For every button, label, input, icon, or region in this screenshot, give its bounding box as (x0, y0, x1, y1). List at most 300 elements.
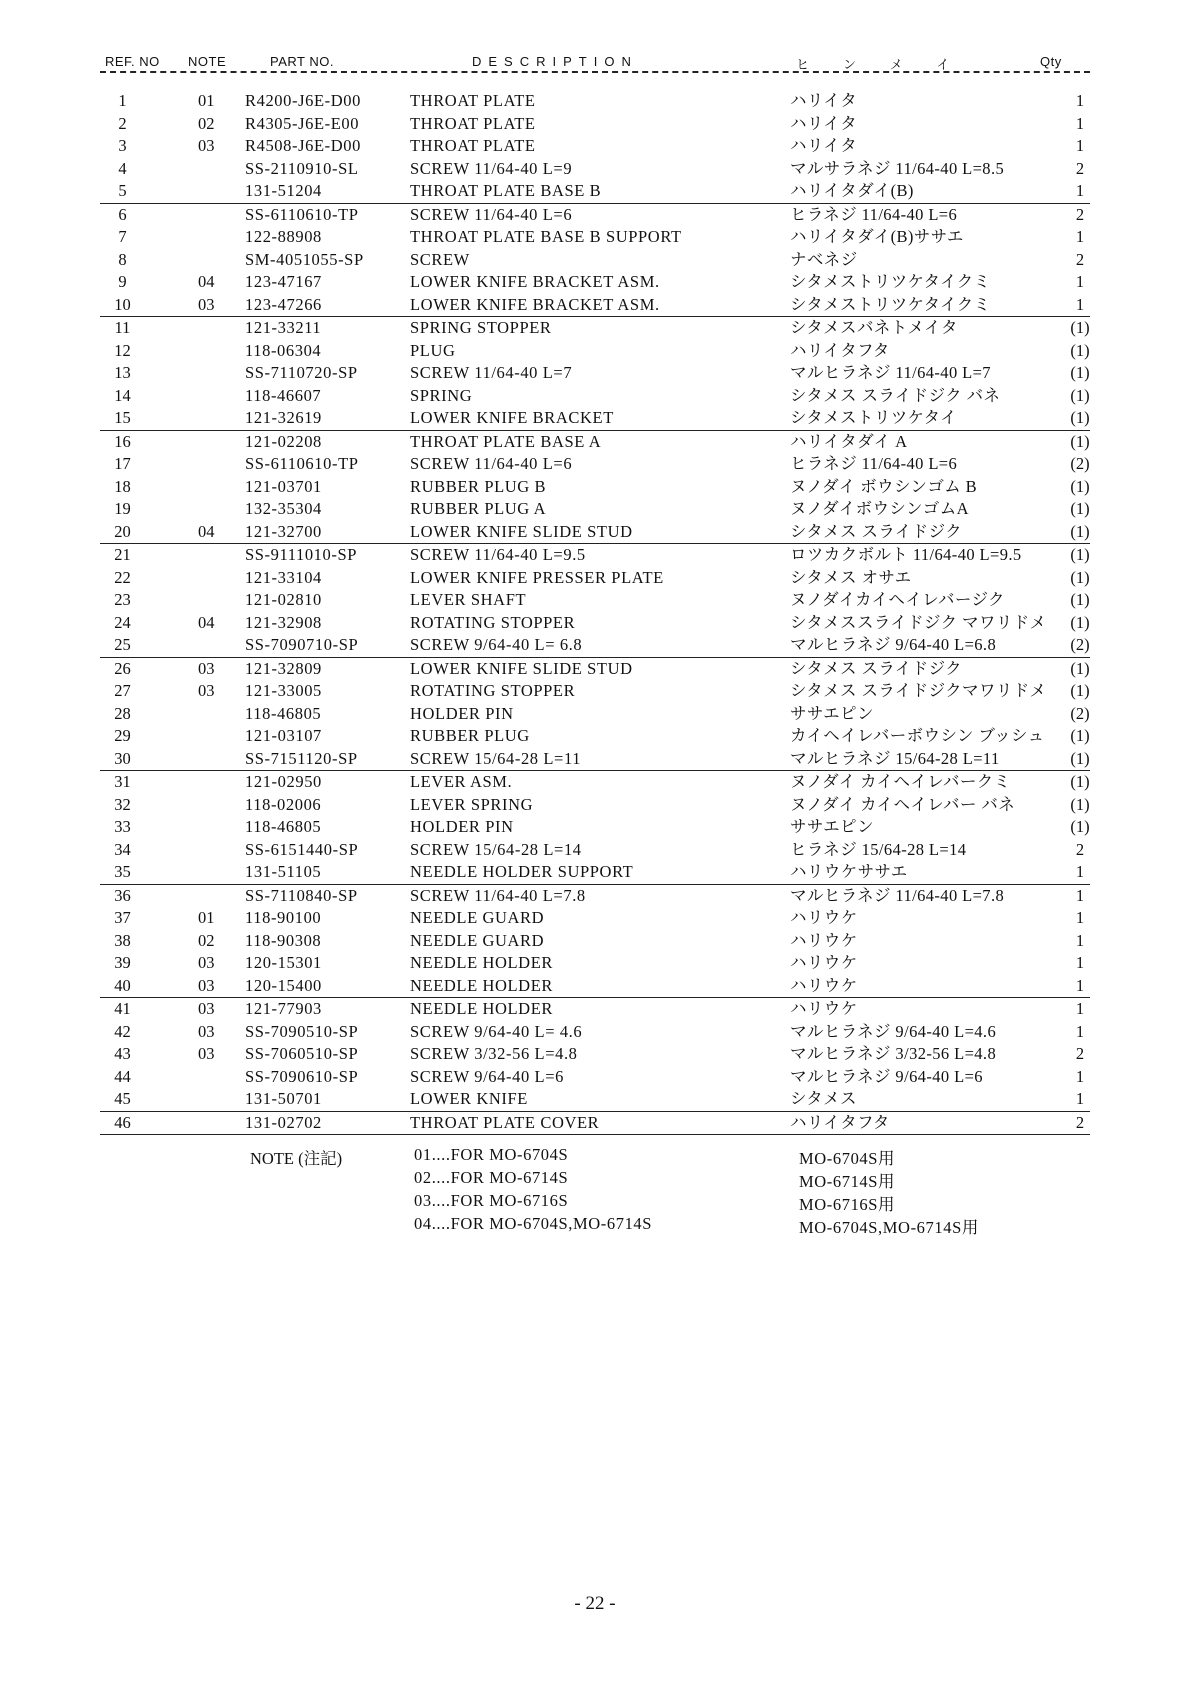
table-row (100, 634, 1090, 657)
hinmei-cell: ヌノダイ カイヘイレバークミ (790, 772, 1011, 791)
hinmei-cell: ヌノダイカイヘイレバージク (790, 590, 1005, 609)
note-cell: 04 (198, 612, 215, 632)
qty-cell: 1 (1075, 1089, 1085, 1108)
part-no-cell: 123-47167 (245, 272, 322, 291)
ref-no-cell: 25 (114, 635, 131, 654)
qty-cell: (1) (1070, 658, 1090, 678)
note-item-jp: MO-6704S,MO-6714S用 (799, 1218, 979, 1237)
part-no-cell: 131-50701 (245, 1089, 322, 1108)
ref-no-cell: 37 (114, 908, 131, 927)
hinmei-cell: ササエピン (790, 703, 874, 723)
hinmei-cell: マルヒラネジ 9/64-40 L=4.6 (790, 1021, 997, 1041)
note-item-jp: MO-6704S用 (799, 1149, 896, 1168)
qty-cell: (1) (1070, 521, 1090, 541)
qty-cell: (1) (1070, 794, 1090, 814)
qty-cell: (2) (1070, 454, 1090, 473)
table-row (100, 135, 1090, 158)
table-row (100, 839, 1090, 862)
ref-no-cell: 1 (118, 91, 127, 110)
qty-cell: 1 (1075, 885, 1085, 905)
qty-cell: 1 (1075, 1021, 1085, 1041)
note-cell: 04 (198, 272, 215, 291)
note-item-jp: MO-6714S用 (799, 1172, 896, 1191)
note-cell: 03 (198, 1044, 215, 1063)
description-cell: SCREW 9/64-40 L= 6.8 (410, 635, 583, 654)
ref-no-cell: 5 (118, 181, 127, 200)
hinmei-cell: シタメス スライドジク (790, 658, 963, 678)
description-cell: LOWER KNIFE SLIDE STUD (410, 658, 633, 678)
table-row (100, 294, 1090, 317)
hinmei-cell: シタメススライドジク マワリドメ (790, 612, 1047, 632)
description-cell: HOLDER PIN (410, 817, 514, 836)
part-no-cell: R4200-J6E-D00 (245, 91, 361, 110)
description-cell: SCREW 9/64-40 L=6 (410, 1066, 564, 1086)
description-cell: SPRING STOPPER (410, 318, 552, 337)
description-cell: THROAT PLATE BASE B SUPPORT (410, 227, 682, 246)
description-cell: SCREW 11/64-40 L=7 (410, 363, 573, 382)
table-row (100, 158, 1090, 181)
part-no-cell: SS-7110720-SP (245, 363, 358, 382)
note-cell: 03 (198, 975, 215, 995)
table-row (100, 1111, 1090, 1136)
qty-cell: 1 (1075, 1066, 1085, 1086)
table-header (100, 50, 1090, 74)
ref-no-cell: 42 (114, 1021, 131, 1041)
qty-cell: 2 (1075, 158, 1085, 178)
hinmei-cell: ヌノダイ カイヘイレバー バネ (790, 794, 1016, 814)
description-cell: SCREW 15/64-28 L=14 (410, 839, 582, 859)
ref-no-cell: 19 (114, 499, 131, 518)
ref-no-cell: 10 (114, 294, 131, 314)
table-row (100, 90, 1090, 113)
description-cell: NEEDLE HOLDER (410, 999, 553, 1018)
part-no-cell: 131-51204 (245, 181, 322, 200)
description-cell: ROTATING STOPPER (410, 612, 576, 632)
table-row (100, 1066, 1090, 1089)
description-cell: SCREW 9/64-40 L= 4.6 (410, 1021, 583, 1041)
ref-no-cell: 7 (118, 227, 127, 246)
description-cell: HOLDER PIN (410, 703, 514, 723)
description-cell: LOWER KNIFE BRACKET ASM. (410, 294, 660, 314)
part-no-cell: 118-46607 (245, 385, 322, 405)
hinmei-cell: シタメス スライドジク (790, 521, 963, 541)
ref-no-cell: 4 (118, 158, 127, 178)
hinmei-cell: ロツカクボルト 11/64-40 L=9.5 (790, 545, 1022, 564)
qty-cell: 1 (1075, 113, 1085, 133)
header-part-no: PART NO. (270, 54, 334, 69)
qty-cell: (1) (1070, 748, 1090, 768)
hinmei-cell: ハリイタダイ(B) (790, 181, 914, 200)
ref-no-cell: 20 (114, 521, 131, 541)
table-row (100, 543, 1090, 567)
part-no-cell: 118-02006 (245, 794, 322, 814)
part-no-cell: 118-46805 (245, 703, 322, 723)
qty-cell: (1) (1070, 385, 1090, 405)
header-ref-no: REF. NO (105, 54, 160, 69)
part-no-cell: 118-90100 (245, 908, 322, 927)
description-cell: LOWER KNIFE BRACKET (410, 408, 614, 427)
qty-cell: (1) (1070, 726, 1090, 745)
note-item-en: 04....FOR MO-6704S,MO-6714S (414, 1214, 653, 1233)
description-cell: ROTATING STOPPER (410, 681, 576, 700)
part-no-cell: 118-90308 (245, 930, 322, 950)
ref-no-cell: 8 (118, 249, 127, 269)
part-no-cell: 121-02950 (245, 772, 322, 791)
hinmei-cell: マルヒラネジ 11/64-40 L=7.8 (790, 885, 1005, 905)
hinmei-cell: ヌノダイ ボウシンゴム B (790, 476, 978, 496)
description-cell: NEEDLE HOLDER (410, 953, 553, 972)
parts-table (100, 90, 1090, 1135)
note-cell: 03 (198, 681, 215, 700)
hinmei-cell: ハリウケ (790, 908, 858, 927)
hinmei-cell: ハリイタ (790, 113, 858, 133)
part-no-cell: 121-33005 (245, 681, 322, 700)
qty-cell: (1) (1070, 431, 1090, 451)
hinmei-cell: ヒラネジ 11/64-40 L=6 (790, 204, 958, 224)
note-cell: 03 (198, 136, 215, 155)
part-no-cell: 131-02702 (245, 1112, 322, 1132)
table-row (100, 997, 1090, 1021)
hinmei-cell: マルヒラネジ 15/64-28 L=11 (790, 748, 1000, 768)
part-no-cell: SS-6110610-TP (245, 204, 359, 224)
part-no-cell: 118-46805 (245, 817, 322, 836)
note-item-en: 03....FOR MO-6716S (414, 1191, 569, 1210)
ref-no-cell: 17 (114, 454, 131, 473)
header-description: DESCRIPTION (472, 54, 638, 69)
note-cell: 03 (198, 294, 215, 314)
note-cell: 02 (198, 930, 215, 950)
table-row (100, 498, 1090, 521)
hinmei-cell: シタメス (790, 1089, 857, 1108)
part-no-cell: 120-15400 (245, 975, 322, 995)
hinmei-cell: マルヒラネジ 9/64-40 L=6 (790, 1066, 983, 1086)
hinmei-cell: マルヒラネジ 3/32-56 L=4.8 (790, 1044, 997, 1063)
ref-no-cell: 30 (114, 748, 131, 768)
qty-cell: (1) (1070, 476, 1090, 496)
ref-no-cell: 45 (114, 1089, 131, 1108)
qty-cell: 2 (1075, 1044, 1085, 1063)
hinmei-cell: シタメストリツケタイ (790, 408, 958, 427)
hinmei-cell: シタメス オサエ (790, 567, 912, 587)
ref-no-cell: 3 (118, 136, 127, 155)
hinmei-cell: ハリイタ (790, 136, 858, 155)
hinmei-cell: ササエピン (790, 817, 874, 836)
table-row (100, 113, 1090, 136)
part-no-cell: 121-32908 (245, 612, 322, 632)
part-no-cell: 121-03701 (245, 476, 322, 496)
table-row (100, 567, 1090, 590)
hinmei-cell: ハリイタフタ (790, 340, 890, 360)
table-row (100, 362, 1090, 385)
table-row (100, 657, 1090, 681)
description-cell: SCREW 11/64-40 L=6 (410, 204, 573, 224)
table-row (100, 1088, 1090, 1111)
table-row (100, 770, 1090, 794)
header-note: NOTE (188, 54, 227, 69)
qty-cell: 1 (1075, 181, 1085, 200)
description-cell: SPRING (410, 385, 473, 405)
table-row (100, 794, 1090, 817)
note-cell: 04 (198, 521, 215, 541)
table-row (100, 930, 1090, 953)
qty-cell: (1) (1070, 545, 1090, 564)
ref-no-cell: 46 (114, 1112, 131, 1132)
description-cell: LOWER KNIFE SLIDE STUD (410, 521, 633, 541)
qty-cell: 2 (1075, 249, 1085, 269)
part-no-cell: SS-7090710-SP (245, 635, 359, 654)
hinmei-cell: シタメストリツケタイクミ (790, 294, 991, 314)
qty-cell: 1 (1075, 294, 1085, 314)
hinmei-cell: ナベネジ (790, 249, 858, 269)
part-no-cell: SS-7090510-SP (245, 1021, 359, 1041)
table-row (100, 703, 1090, 726)
note-item-jp: MO-6716S用 (799, 1195, 896, 1214)
note-cell: 03 (198, 999, 215, 1018)
qty-cell: (2) (1070, 703, 1090, 723)
description-cell: LOWER KNIFE BRACKET ASM. (410, 272, 660, 291)
table-row (100, 612, 1090, 635)
description-cell: RUBBER PLUG B (410, 476, 547, 496)
hinmei-cell: シタメス スライドジク バネ (790, 385, 1001, 405)
table-row (100, 816, 1090, 839)
description-cell: SCREW 11/64-40 L=6 (410, 454, 573, 473)
description-cell: NEEDLE GUARD (410, 930, 545, 950)
ref-no-cell: 33 (114, 817, 131, 836)
qty-cell: 1 (1075, 908, 1085, 927)
ref-no-cell: 32 (114, 794, 131, 814)
part-no-cell: SS-7090610-SP (245, 1066, 359, 1086)
note-item-en: 01....FOR MO-6704S (414, 1145, 569, 1164)
part-no-cell: 121-03107 (245, 726, 322, 745)
table-row (100, 884, 1090, 908)
description-cell: PLUG (410, 340, 456, 360)
part-no-cell: SS-6151440-SP (245, 839, 359, 859)
part-no-cell: 121-77903 (245, 999, 322, 1018)
qty-cell: 1 (1075, 930, 1085, 950)
table-row (100, 316, 1090, 340)
qty-cell: (1) (1070, 340, 1090, 360)
ref-no-cell: 28 (114, 703, 131, 723)
part-no-cell: 118-06304 (245, 340, 322, 360)
hinmei-cell: ハリイタダイ A (790, 431, 908, 451)
hinmei-cell: シタメス スライドジクマワリドメ (790, 681, 1047, 700)
description-cell: LOWER KNIFE (410, 1089, 528, 1108)
hinmei-cell: ヒラネジ 15/64-28 L=14 (790, 839, 967, 859)
table-row (100, 430, 1090, 454)
description-cell: THROAT PLATE (410, 113, 536, 133)
hinmei-cell: ヒラネジ 11/64-40 L=6 (790, 454, 958, 473)
table-row (100, 249, 1090, 272)
part-no-cell: 123-47266 (245, 294, 322, 314)
part-no-cell: SS-7110840-SP (245, 885, 358, 905)
table-row (100, 226, 1090, 249)
ref-no-cell: 35 (114, 862, 131, 881)
hinmei-cell: シタメストリツケタイクミ (790, 272, 991, 291)
description-cell: THROAT PLATE BASE A (410, 431, 602, 451)
ref-no-cell: 24 (114, 612, 131, 632)
hinmei-cell: ヌノダイボウシンゴムA (790, 499, 969, 518)
qty-cell: 1 (1075, 862, 1085, 881)
qty-cell: (1) (1070, 363, 1090, 382)
qty-cell: 1 (1075, 975, 1085, 995)
ref-no-cell: 23 (114, 590, 131, 609)
ref-no-cell: 18 (114, 476, 131, 496)
qty-cell: 1 (1075, 999, 1085, 1018)
note-item (414, 1145, 896, 1168)
description-cell: NEEDLE HOLDER SUPPORT (410, 862, 634, 881)
description-cell: SCREW 11/64-40 L=9.5 (410, 545, 586, 564)
ref-no-cell: 26 (114, 658, 131, 678)
header-hinmei: ヒンメイ (796, 57, 984, 72)
table-row (100, 907, 1090, 930)
description-cell: LEVER ASM. (410, 772, 513, 791)
table-row (100, 407, 1090, 430)
qty-cell: (1) (1070, 499, 1090, 518)
part-no-cell: 121-33104 (245, 567, 322, 587)
note-cell: 03 (198, 953, 215, 972)
ref-no-cell: 16 (114, 431, 131, 451)
ref-no-cell: 40 (114, 975, 131, 995)
part-no-cell: SS-7060510-SP (245, 1044, 359, 1063)
table-row (100, 589, 1090, 612)
qty-cell: (1) (1070, 567, 1090, 587)
part-no-cell: 121-33211 (245, 318, 322, 337)
table-row (100, 521, 1090, 544)
table-row (100, 680, 1090, 703)
note-cell: 01 (198, 91, 215, 110)
page-number: - 22 - (574, 1593, 616, 1614)
hinmei-cell: ハリウケ (790, 930, 858, 950)
table-row (100, 1021, 1090, 1044)
description-cell: LOWER KNIFE PRESSER PLATE (410, 567, 664, 587)
ref-no-cell: 31 (114, 772, 131, 791)
qty-cell: (2) (1070, 635, 1090, 654)
table-row (100, 203, 1090, 227)
note-cell: 02 (198, 113, 215, 133)
hinmei-cell: マルヒラネジ 9/64-40 L=6.8 (790, 635, 997, 654)
description-cell: THROAT PLATE COVER (410, 1112, 600, 1132)
qty-cell: 2 (1075, 839, 1085, 859)
ref-no-cell: 2 (118, 113, 127, 133)
ref-no-cell: 22 (114, 567, 131, 587)
table-row (100, 340, 1090, 363)
hinmei-cell: ハリイタダイ(B)ササエ (790, 227, 964, 246)
table-row (100, 952, 1090, 975)
header-qty: Qty (1040, 54, 1062, 69)
ref-no-cell: 15 (114, 408, 131, 427)
note-cell: 03 (198, 658, 215, 678)
qty-cell: (1) (1070, 681, 1090, 700)
part-no-cell: 121-02810 (245, 590, 322, 609)
part-no-cell: SS-9111010-SP (245, 545, 358, 564)
qty-cell: (1) (1070, 318, 1090, 337)
ref-no-cell: 29 (114, 726, 131, 745)
qty-cell: 1 (1075, 953, 1085, 972)
note-item (414, 1191, 896, 1214)
qty-cell: 1 (1075, 272, 1085, 291)
qty-cell: 1 (1075, 91, 1085, 110)
header-divider (100, 71, 1090, 73)
qty-cell: 2 (1075, 204, 1085, 224)
table-row (100, 453, 1090, 476)
hinmei-cell: マルサラネジ 11/64-40 L=8.5 (790, 158, 1005, 178)
description-cell: LEVER SHAFT (410, 590, 527, 609)
description-cell: THROAT PLATE (410, 136, 536, 155)
qty-cell: 1 (1075, 227, 1085, 246)
part-no-cell: SS-7151120-SP (245, 748, 358, 768)
note-cell: 03 (198, 1021, 215, 1041)
ref-no-cell: 6 (118, 204, 127, 224)
ref-no-cell: 43 (114, 1044, 131, 1063)
part-no-cell: 122-88908 (245, 227, 322, 246)
note-item (414, 1168, 896, 1191)
qty-cell: (1) (1070, 772, 1090, 791)
ref-no-cell: 21 (114, 545, 131, 564)
hinmei-cell: マルヒラネジ 11/64-40 L=7 (790, 363, 991, 382)
qty-cell: (1) (1070, 612, 1090, 632)
table-row (100, 975, 1090, 998)
ref-no-cell: 41 (114, 999, 131, 1018)
table-row (100, 725, 1090, 748)
part-no-cell: 121-32619 (245, 408, 322, 427)
description-cell: SCREW 11/64-40 L=9 (410, 158, 573, 178)
description-cell: RUBBER PLUG (410, 726, 530, 745)
description-cell: SCREW 3/32-56 L=4.8 (410, 1044, 578, 1063)
part-no-cell: 131-51105 (245, 862, 322, 881)
hinmei-cell: シタメスバネトメイタ (790, 318, 958, 337)
table-row (100, 748, 1090, 771)
hinmei-cell: ハリウケ (790, 953, 858, 972)
qty-cell: 1 (1075, 136, 1085, 155)
part-no-cell: R4508-J6E-D00 (245, 136, 361, 155)
table-row (100, 271, 1090, 294)
hinmei-cell: ハリウケ (790, 975, 858, 995)
table-row (100, 1043, 1090, 1066)
ref-no-cell: 44 (114, 1066, 131, 1086)
ref-no-cell: 9 (118, 272, 127, 291)
part-no-cell: 120-15301 (245, 953, 322, 972)
part-no-cell: 121-02208 (245, 431, 322, 451)
qty-cell: (1) (1070, 408, 1090, 427)
part-no-cell: SS-6110610-TP (245, 454, 359, 473)
ref-no-cell: 38 (114, 930, 131, 950)
table-row (100, 861, 1090, 884)
table-row (100, 385, 1090, 408)
description-cell: RUBBER PLUG A (410, 499, 547, 518)
note-item-en: 02....FOR MO-6714S (414, 1168, 569, 1187)
table-row (100, 180, 1090, 203)
ref-no-cell: 39 (114, 953, 131, 972)
description-cell: NEEDLE HOLDER (410, 975, 553, 995)
description-cell: SCREW (410, 249, 470, 269)
ref-no-cell: 14 (114, 385, 131, 405)
description-cell: THROAT PLATE BASE B (410, 181, 602, 200)
part-no-cell: 121-32700 (245, 521, 322, 541)
hinmei-cell: ハリイタ (790, 91, 858, 110)
hinmei-cell: ハリイタフタ (790, 1112, 890, 1132)
part-no-cell: SS-2110910-SL (245, 158, 359, 178)
description-cell: SCREW 15/64-28 L=11 (410, 748, 582, 768)
ref-no-cell: 12 (114, 340, 131, 360)
part-no-cell: R4305-J6E-E00 (245, 113, 360, 133)
qty-cell: 2 (1075, 1112, 1085, 1132)
description-cell: THROAT PLATE (410, 91, 536, 110)
description-cell: NEEDLE GUARD (410, 908, 545, 927)
ref-no-cell: 34 (114, 839, 131, 859)
notes-label: NOTE (注記) (250, 1149, 343, 1168)
part-no-cell: SM-4051055-SP (245, 249, 364, 269)
hinmei-cell: ハリウケ (790, 999, 858, 1018)
